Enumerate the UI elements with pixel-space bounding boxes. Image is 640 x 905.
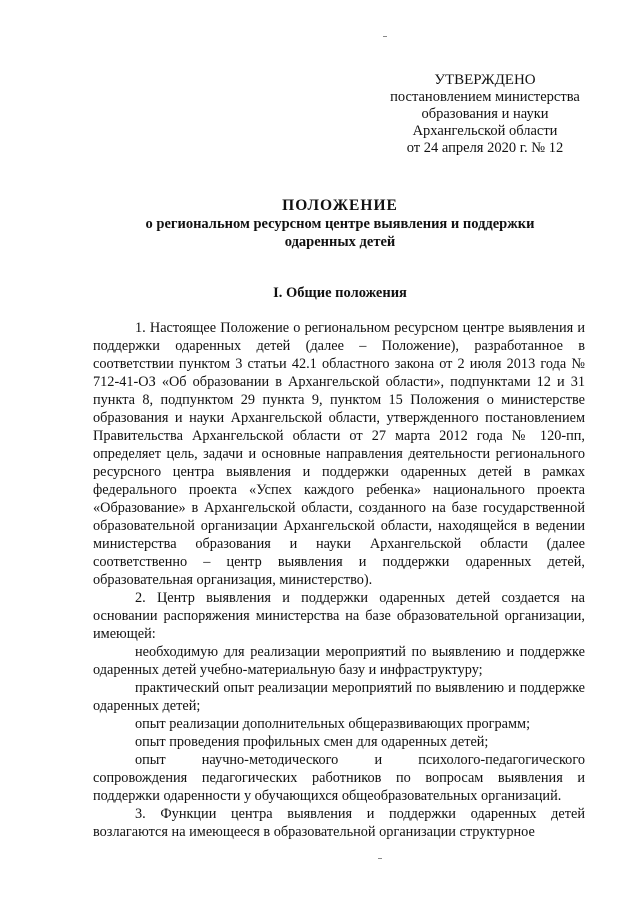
document-title: ПОЛОЖЕНИЕ — [282, 197, 398, 214]
approval-date: от 24 апреля 2020 г. № 12 — [406, 140, 564, 156]
paragraph-3: 3. Функции центра выявления и поддержки одаренных детей возлагаются на имеющееся в образовательной организации структурное — [93, 806, 585, 840]
approval-stamp — [360, 72, 610, 157]
paragraph-2: 2. Центр выявления и поддержки одаренных детей создается на основании распоряжения министерства на базе образовательной организации, имеющей: — [93, 590, 585, 642]
document-subtitle-line: одаренных детей — [284, 234, 396, 250]
list-item: опыт реализации дополнительных общеразвивающих программ; — [135, 716, 531, 732]
approval-heading: УТВЕРЖДЕНО — [434, 72, 536, 88]
document-subtitle-line: о региональном ресурсном центре выявления и поддержки — [145, 216, 535, 232]
section-heading: I. Общие положения — [273, 285, 407, 301]
approval-line: образования и науки — [421, 106, 549, 122]
list-item: опыт научно-методического и психолого-педагогического сопровождения педагогических работников по вопросам выявления и поддержки одаренности у обучающихся общеобразовательных организаций. — [93, 752, 585, 804]
scan-speck — [383, 36, 387, 37]
list-item: практический опыт реализации мероприятий по выявлению и поддержке одаренных детей; — [93, 680, 585, 714]
document-body — [93, 319, 585, 841]
approval-line: Архангельской области — [412, 123, 558, 139]
list-item: необходимую для реализации мероприятий по выявлению и поддержке одаренных детей учебно-материальную базу и инфраструктуру; — [93, 644, 585, 678]
paragraph-1: 1. Настоящее Положение о региональном ресурсном центре выявления и поддержки одаренных детей (далее – Положение), разработанное в соответствии пунктом 3 статьи 42.1 областного закона от 2 июля 2013 года № 712-41-ОЗ «Об образовании в Архангельской области», подпунктами 12 и 31 пункта 8, подпунктом 29 пункта 9, пунктом 15 Положения о министерстве образования и науки Архангельской области, утвержденного постановлением Правительства Архангельской области от 27 марта 2012 года № 120-пп, определяет цель, задачи и основные направления деятельности регионального ресурсного центра выявления и поддержки одаренных детей в рамках федерального проекта «Успех каждого ребенка» национального проекта «Образование» в Архангельской области, созданного на базе государственной образовательной организации Архангельской области, находящейся в ведении министерства образования и науки Архангельской области (далее соответственно – центр выявления и поддержки одаренных детей, образовательная организация, министерство). — [93, 320, 585, 588]
list-item: опыт проведения профильных смен для одаренных детей; — [135, 734, 489, 750]
document-title-block — [70, 196, 610, 251]
approval-line: постановлением министерства — [390, 89, 580, 105]
scan-speck — [378, 858, 382, 859]
